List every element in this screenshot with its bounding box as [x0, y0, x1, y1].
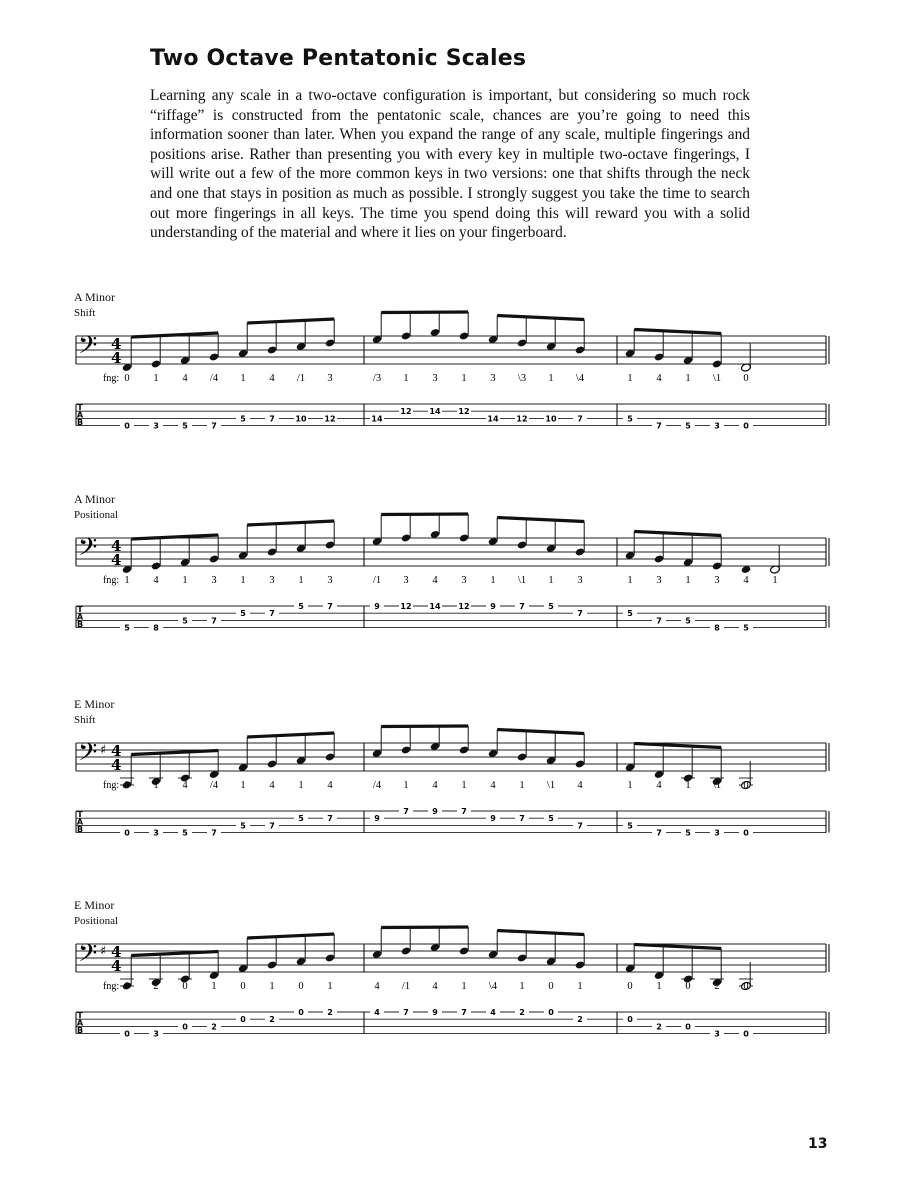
tab-fret-number: 0: [548, 1008, 554, 1017]
fingering-number: 4: [656, 373, 662, 384]
tab-fret-number: 7: [461, 1008, 467, 1017]
tab-fret-number: 5: [240, 414, 246, 424]
notation-staff-tab: [0, 492, 900, 652]
tab-fret-number: 8: [153, 623, 159, 633]
tab-fret-number: 0: [743, 1029, 749, 1039]
notehead: [517, 540, 527, 549]
example-type-label: Positional: [74, 509, 119, 521]
tab-fret-number: 7: [403, 807, 409, 816]
example-type-label: Shift: [74, 714, 96, 726]
fingering-number: 3: [577, 575, 583, 586]
note-beam: [497, 316, 584, 320]
fingering-number: 1: [240, 373, 246, 384]
fingering-number: 1: [519, 981, 525, 992]
fingering-number: 1: [490, 575, 496, 586]
fingering-number: 1: [548, 575, 554, 586]
tab-fret-number: 0: [298, 1008, 304, 1017]
tab-fret-number: 5: [685, 828, 691, 838]
note-beam: [131, 751, 218, 755]
tab-fret-number: 5: [240, 821, 246, 831]
fingering-number: 0: [124, 981, 130, 992]
example-type-label: Positional: [74, 915, 119, 927]
tab-fret-number: 5: [548, 602, 554, 611]
tab-clef-letter: A: [76, 817, 84, 827]
fingering-number: /4: [209, 373, 219, 384]
tab-fret-number: 7: [577, 414, 583, 424]
fingering-number: /1: [296, 373, 306, 384]
tab-fret-number: 12: [400, 602, 412, 611]
tab-clef-letter: T: [77, 403, 83, 412]
tab-fret-number: 5: [627, 821, 633, 831]
tab-fret-number: 9: [490, 814, 496, 824]
tab-fret-number: 0: [182, 1022, 188, 1032]
tab-fret-number: 7: [656, 421, 662, 431]
tab-fret-number: 2: [269, 1015, 275, 1025]
fingering-number: 0: [182, 981, 188, 992]
note-beam: [381, 726, 468, 727]
notation-staff-tab: [0, 290, 900, 450]
tab-fret-number: 5: [685, 421, 691, 431]
example-e-minor-positional: [0, 898, 900, 1088]
fingering-number: /3: [372, 373, 382, 384]
tab-fret-number: 5: [182, 828, 188, 838]
time-signature-bottom: 4: [111, 957, 122, 975]
tab-fret-number: 2: [211, 1022, 217, 1032]
note-beam: [247, 521, 334, 525]
notehead: [325, 953, 335, 962]
fingering-number: 1: [269, 981, 275, 992]
page-title: Two Octave Pentatonic Scales: [150, 46, 527, 71]
fingering-prefix: fng:: [103, 981, 120, 992]
fingering-number: 3: [490, 373, 496, 384]
fingering-number: 3: [432, 373, 438, 384]
notation-staff-tab: [0, 697, 900, 857]
note-beam: [381, 514, 468, 515]
fingering-number: 1: [240, 780, 246, 791]
tab-fret-number: 9: [374, 814, 380, 824]
note-beam: [634, 744, 721, 748]
bass-clef: 𝄢: [78, 738, 98, 773]
tab-fret-number: 10: [545, 414, 557, 424]
fingering-number: 4: [269, 373, 275, 384]
fingering-number: 1: [627, 575, 633, 586]
fingering-number: 0: [124, 780, 130, 791]
fingering-number: \1: [517, 575, 527, 586]
fingering-number: 3: [403, 575, 409, 586]
tab-fret-number: 5: [182, 421, 188, 431]
tab-fret-number: 5: [627, 414, 633, 424]
notehead: [401, 745, 411, 754]
tab-clef-letter: A: [76, 612, 84, 622]
fingering-number: \3: [517, 373, 527, 384]
note-beam: [381, 927, 468, 928]
notehead: [459, 331, 469, 340]
tab-fret-number: 7: [269, 609, 275, 619]
tab-fret-number: 7: [269, 414, 275, 424]
tab-clef-letter: T: [77, 605, 83, 614]
tab-clef-letter: A: [76, 1018, 84, 1028]
notehead: [654, 352, 664, 361]
tab-fret-number: 3: [153, 1029, 159, 1039]
tab-clef-letter: B: [76, 620, 84, 629]
example-e-minor-shift: [0, 697, 900, 887]
fingering-number: 1: [519, 780, 525, 791]
time-signature-bottom: 4: [111, 551, 122, 569]
fingering-number: 1: [548, 373, 554, 384]
notehead: [151, 561, 161, 570]
note-beam: [497, 931, 584, 935]
tab-fret-number: 5: [548, 814, 554, 824]
notehead: [267, 345, 277, 354]
fingering-number: 3: [269, 575, 275, 586]
fingering-number: 4: [432, 981, 438, 992]
tab-clef-letter: B: [76, 1026, 84, 1035]
note-beam: [497, 730, 584, 734]
time-signature-top: 4: [111, 943, 122, 961]
notehead: [151, 359, 161, 368]
tab-fret-number: 14: [487, 414, 499, 424]
tab-fret-number: 9: [432, 1008, 438, 1017]
fingering-number: 3: [714, 575, 720, 586]
fingering-number: 1: [153, 780, 159, 791]
tab-fret-number: 12: [516, 414, 528, 424]
fingering-number: \1: [546, 780, 556, 791]
fingering-number: 1: [772, 575, 778, 586]
tab-clef-letter: B: [76, 418, 84, 427]
fingering-number: /1: [401, 981, 411, 992]
tab-fret-number: 2: [656, 1022, 662, 1032]
notehead: [401, 533, 411, 542]
tab-fret-number: 2: [327, 1008, 333, 1017]
notehead: [209, 352, 219, 361]
sharp-symbol: ♯: [100, 944, 107, 959]
tab-fret-number: 0: [124, 828, 130, 838]
notehead: [575, 759, 585, 768]
notehead: [712, 561, 722, 570]
notehead: [459, 745, 469, 754]
fingering-number: /4: [372, 780, 382, 791]
tab-fret-number: 2: [577, 1015, 583, 1025]
time-signature-bottom: 4: [111, 756, 122, 774]
fingering-number: 1: [298, 575, 304, 586]
example-a-minor-positional: [0, 492, 900, 682]
tab-fret-number: 3: [153, 421, 159, 431]
fingering-number: 2: [714, 981, 720, 992]
tab-fret-number: 4: [490, 1008, 496, 1017]
notehead: [401, 946, 411, 955]
example-key-label: E Minor: [74, 898, 115, 912]
bass-clef: 𝄢: [78, 939, 98, 974]
fingering-number: 1: [211, 981, 217, 992]
fingering-number: 4: [153, 575, 159, 586]
example-key-label: A Minor: [74, 492, 116, 506]
tab-fret-number: 7: [269, 821, 275, 831]
tab-fret-number: 5: [298, 814, 304, 824]
fingering-number: 1: [240, 575, 246, 586]
tab-fret-number: 7: [519, 814, 525, 824]
fingering-number: 3: [461, 575, 467, 586]
notehead: [575, 960, 585, 969]
notation-staff-tab: [0, 898, 900, 1058]
fingering-number: 0: [627, 981, 633, 992]
note-beam: [497, 518, 584, 522]
tab-fret-number: 7: [403, 1008, 409, 1017]
tab-fret-number: 14: [429, 407, 441, 417]
fingering-number: 1: [182, 575, 188, 586]
fingering-number: 0: [124, 373, 130, 384]
fingering-number: 2: [153, 981, 159, 992]
tab-fret-number: 0: [743, 828, 749, 838]
tab-fret-number: 5: [240, 609, 246, 619]
notehead: [325, 338, 335, 347]
fingering-number: 0: [743, 373, 749, 384]
notehead: [517, 953, 527, 962]
tab-fret-number: 3: [714, 421, 720, 431]
tab-fret-number: 0: [685, 1022, 691, 1032]
fingering-number: \4: [488, 981, 498, 992]
tab-fret-number: 9: [432, 807, 438, 816]
fingering-number: 1: [627, 780, 633, 791]
page-number: 13: [808, 1136, 828, 1152]
fingering-number: 1: [327, 981, 333, 992]
fingering-number: 1: [656, 981, 662, 992]
tab-fret-number: 5: [685, 616, 691, 626]
fingering-number: 1: [153, 373, 159, 384]
tab-clef-letter: B: [76, 825, 84, 834]
fingering-number: 4: [432, 575, 438, 586]
fingering-number: 1: [685, 575, 691, 586]
notehead: [325, 540, 335, 549]
example-key-label: E Minor: [74, 697, 115, 711]
tab-fret-number: 5: [743, 623, 749, 633]
tab-fret-number: 12: [400, 407, 412, 417]
time-signature-bottom: 4: [111, 349, 122, 367]
tab-fret-number: 7: [656, 828, 662, 838]
fingering-number: 4: [374, 981, 380, 992]
notehead: [459, 533, 469, 542]
tab-fret-number: 7: [211, 828, 217, 838]
note-beam: [247, 934, 334, 938]
time-signature-top: 4: [111, 742, 122, 760]
tab-fret-number: 5: [627, 609, 633, 619]
notehead: [575, 547, 585, 556]
example-key-label: A Minor: [74, 290, 116, 304]
notehead: [654, 554, 664, 563]
tab-clef-letter: T: [77, 1011, 83, 1020]
fingering-number: 1: [461, 981, 467, 992]
note-beam: [247, 733, 334, 737]
fingering-number: 3: [656, 575, 662, 586]
tab-fret-number: 7: [519, 602, 525, 611]
tab-fret-number: 5: [124, 623, 130, 633]
tab-fret-number: 12: [324, 414, 336, 424]
fingering-number: 4: [656, 780, 662, 791]
fingering-number: 0: [548, 981, 554, 992]
fingering-number: 3: [211, 575, 217, 586]
tab-clef-letter: A: [76, 410, 84, 420]
fingering-number: 4: [269, 780, 275, 791]
tab-fret-number: 7: [577, 821, 583, 831]
tab-fret-number: 9: [490, 602, 496, 611]
tab-fret-number: 7: [461, 807, 467, 816]
note-beam: [131, 952, 218, 956]
tab-fret-number: 12: [458, 407, 470, 417]
fingering-prefix: fng:: [103, 780, 120, 791]
tab-fret-number: 14: [429, 602, 441, 611]
fingering-prefix: fng:: [103, 373, 120, 384]
fingering-number: 0: [743, 981, 749, 992]
fingering-number: 0: [743, 780, 749, 791]
tab-fret-number: 3: [153, 828, 159, 838]
fingering-number: 4: [577, 780, 583, 791]
fingering-number: 1: [403, 780, 409, 791]
tab-fret-number: 7: [211, 616, 217, 626]
fingering-number: 4: [182, 780, 188, 791]
fingering-number: 0: [240, 981, 246, 992]
notehead: [517, 338, 527, 347]
tab-fret-number: 0: [240, 1015, 246, 1025]
fingering-number: 1: [298, 780, 304, 791]
fingering-number: 4: [182, 373, 188, 384]
notehead: [575, 345, 585, 354]
tab-fret-number: 4: [374, 1008, 380, 1017]
fingering-number: \1: [712, 780, 722, 791]
bass-clef: 𝄢: [78, 331, 98, 366]
example-type-label: Shift: [74, 307, 96, 319]
fingering-number: 1: [461, 780, 467, 791]
tab-fret-number: 2: [519, 1008, 525, 1017]
fingering-number: 1: [461, 373, 467, 384]
notehead: [325, 752, 335, 761]
tab-fret-number: 7: [327, 814, 333, 824]
fingering-number: 4: [490, 780, 496, 791]
tab-fret-number: 7: [211, 421, 217, 431]
note-beam: [634, 945, 721, 949]
example-a-minor-shift: [0, 290, 900, 480]
notehead: [712, 359, 722, 368]
notehead: [267, 960, 277, 969]
fingering-number: 0: [298, 981, 304, 992]
tab-fret-number: 10: [295, 414, 307, 424]
tab-fret-number: 7: [577, 609, 583, 619]
notehead: [459, 946, 469, 955]
notehead: [209, 554, 219, 563]
tab-fret-number: 9: [374, 602, 380, 611]
tab-fret-number: 7: [656, 616, 662, 626]
fingering-number: 3: [327, 373, 333, 384]
sharp-symbol: ♯: [100, 743, 107, 758]
time-signature-top: 4: [111, 335, 122, 353]
fingering-number: 1: [685, 373, 691, 384]
tab-fret-number: 5: [182, 616, 188, 626]
fingering-number: /1: [372, 575, 382, 586]
fingering-number: 1: [577, 981, 583, 992]
fingering-number: 1: [685, 780, 691, 791]
notehead: [401, 331, 411, 340]
fingering-number: 4: [743, 575, 749, 586]
tab-fret-number: 3: [714, 828, 720, 838]
intro-paragraph: Learning any scale in a two-octave configuration is important, but considering so much rock “riffage” is constructed from the pentatonic scale, chances are you’re going to need this information sooner than later. When you expand the range of any scale, multiple fingerings and positions arise. Rather than presenting you with every key in multiple two-octave fingerings, I will write out a few of the more common keys in two versions: one that shifts through the neck and one that stays in position as much as possible. I strongly suggest you take the time to search out more fingerings in all keys. The time you spend doing this will reward you with a solid understanding of the material and where it lies on your fingerboard.: [150, 87, 750, 242]
note-beam: [634, 532, 721, 536]
tab-fret-number: 14: [371, 414, 383, 424]
note-beam: [381, 312, 468, 313]
note-beam: [247, 319, 334, 323]
notehead: [267, 547, 277, 556]
notehead: [517, 752, 527, 761]
tab-fret-number: 0: [743, 421, 749, 431]
fingering-prefix: fng:: [103, 575, 120, 586]
fingering-number: \4: [575, 373, 585, 384]
fingering-number: 1: [124, 575, 130, 586]
fingering-number: 1: [403, 373, 409, 384]
fingering-number: 1: [627, 373, 633, 384]
fingering-number: 0: [685, 981, 691, 992]
tab-fret-number: 12: [458, 602, 470, 611]
fingering-number: \1: [712, 373, 722, 384]
notehead: [267, 759, 277, 768]
tab-fret-number: 0: [124, 421, 130, 431]
fingering-number: /4: [209, 780, 219, 791]
tab-fret-number: 5: [298, 602, 304, 611]
note-beam: [634, 330, 721, 334]
tab-fret-number: 0: [627, 1015, 633, 1025]
tab-fret-number: 8: [714, 623, 720, 633]
time-signature-top: 4: [111, 537, 122, 555]
tab-fret-number: 7: [327, 602, 333, 611]
tab-fret-number: 0: [124, 1029, 130, 1039]
fingering-number: 4: [327, 780, 333, 791]
bass-clef: 𝄢: [78, 533, 98, 568]
fingering-number: 3: [327, 575, 333, 586]
fingering-number: 4: [432, 780, 438, 791]
tab-fret-number: 3: [714, 1029, 720, 1039]
tab-clef-letter: T: [77, 810, 83, 819]
